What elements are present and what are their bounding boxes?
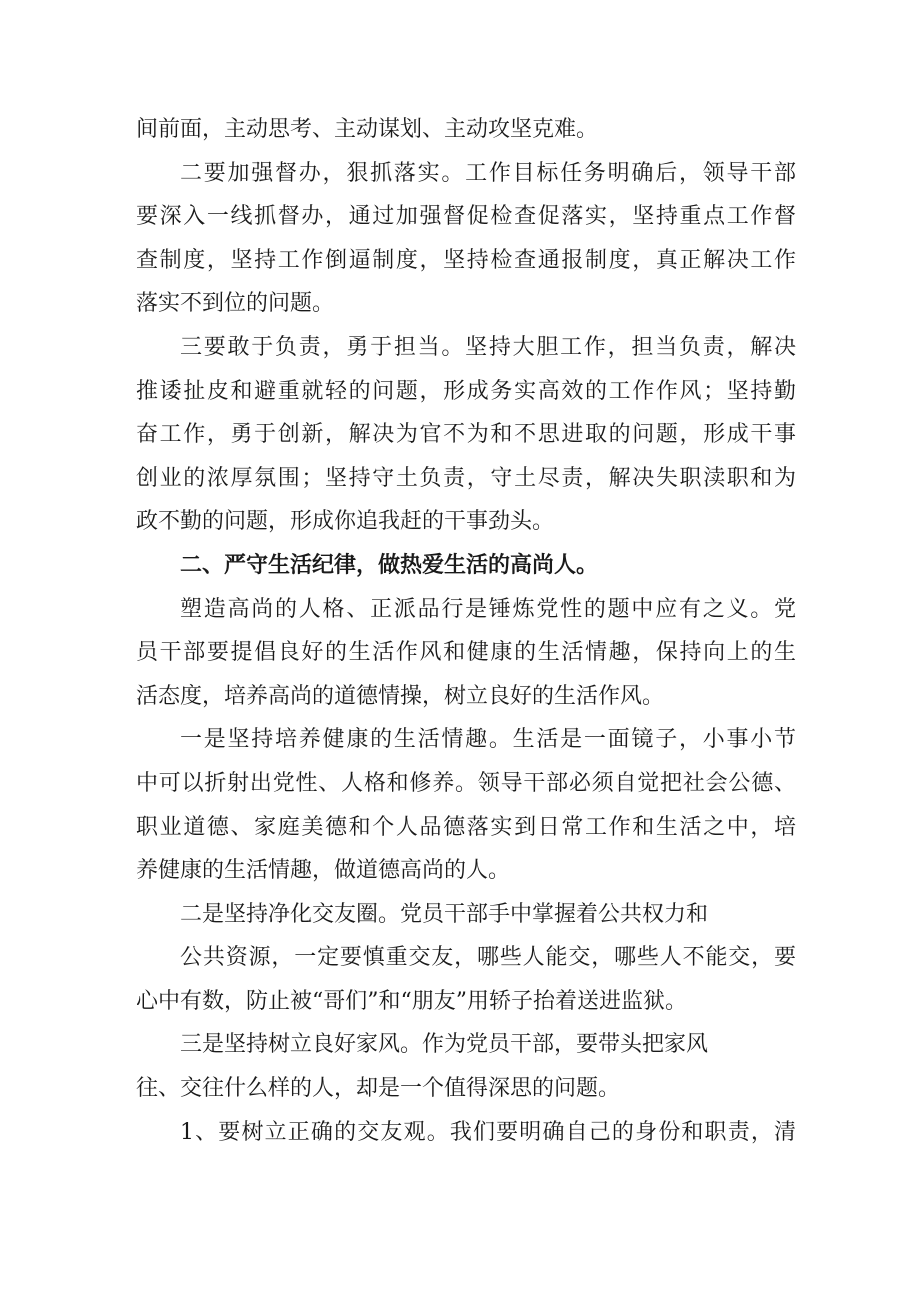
text-line: 推诿扯皮和避重就轻的问题，形成务实高效的工作作风；坚持勤 <box>136 378 796 404</box>
text-line: 中可以折射出党性、人格和修养。领导干部必须自觉把社会公德、 <box>136 770 796 796</box>
text-line: 心中有数，防止被“哥们”和“朋友”用轿子抬着送进监狱。 <box>136 988 687 1014</box>
text-line: 政不勤的问题，形成你追我赶的干事劲头。 <box>136 509 555 535</box>
text-line: 塑造高尚的人格、正派品行是锤炼党性的题中应有之义。党 <box>180 596 796 622</box>
text-line: 员干部要提倡良好的生活作风和健康的生活情趣，保持向上的生 <box>136 640 796 666</box>
text-line: 一是坚持培养健康的生活情趣。生活是一面镜子，小事小节 <box>180 727 796 753</box>
text-line: 职业道德、家庭美德和个人品德落实到日常工作和生活之中，培 <box>136 814 796 840</box>
text-line: 活态度，培养高尚的道德情操，树立良好的生活作风。 <box>136 683 665 709</box>
text-line: 二是坚持净化交友圈。党员干部手中掌握着公共权力和 <box>180 901 709 927</box>
text-line: 间前面，主动思考、主动谋划、主动攻坚克难。 <box>136 117 599 142</box>
text-line: 要深入一线抓督办，通过加强督促检查促落实，坚持重点工作督 <box>136 204 796 230</box>
text-line: 奋工作，勇于创新，解决为官不为和不思进取的问题，形成干事 <box>136 422 796 448</box>
text-line: 创业的浓厚氛围；坚持守土负责，守土尽责，解决失职渎职和为 <box>136 465 796 491</box>
text-line: 公共资源，一定要慎重交友，哪些人能交，哪些人不能交，要 <box>180 945 796 971</box>
text-line: 三要敢于负责，勇于担当。坚持大胆工作，担当负责，解决 <box>180 334 796 360</box>
document-body <box>136 108 796 1154</box>
text-line: 三是坚持树立良好家风。作为党员干部，要带头把家风 <box>180 1032 709 1058</box>
text-line: 往、交往什么样的人，却是一个值得深思的问题。 <box>136 1076 621 1102</box>
text-line: 1、要树立正确的交友观。我们要明确自己的身份和职责，清 <box>180 1119 796 1145</box>
text-line: 查制度，坚持工作倒逼制度，坚持检查通报制度，真正解决工作 <box>136 247 796 273</box>
text-line: 二要加强督办，狠抓落实。工作目标任务明确后，领导干部 <box>180 160 796 186</box>
text-line: 落实不到位的问题。 <box>136 291 335 317</box>
section-heading: 二、严守生活纪律，做热爱生活的高尚人。 <box>180 552 599 578</box>
text-line: 养健康的生活情趣，做道德高尚的人。 <box>136 858 511 884</box>
